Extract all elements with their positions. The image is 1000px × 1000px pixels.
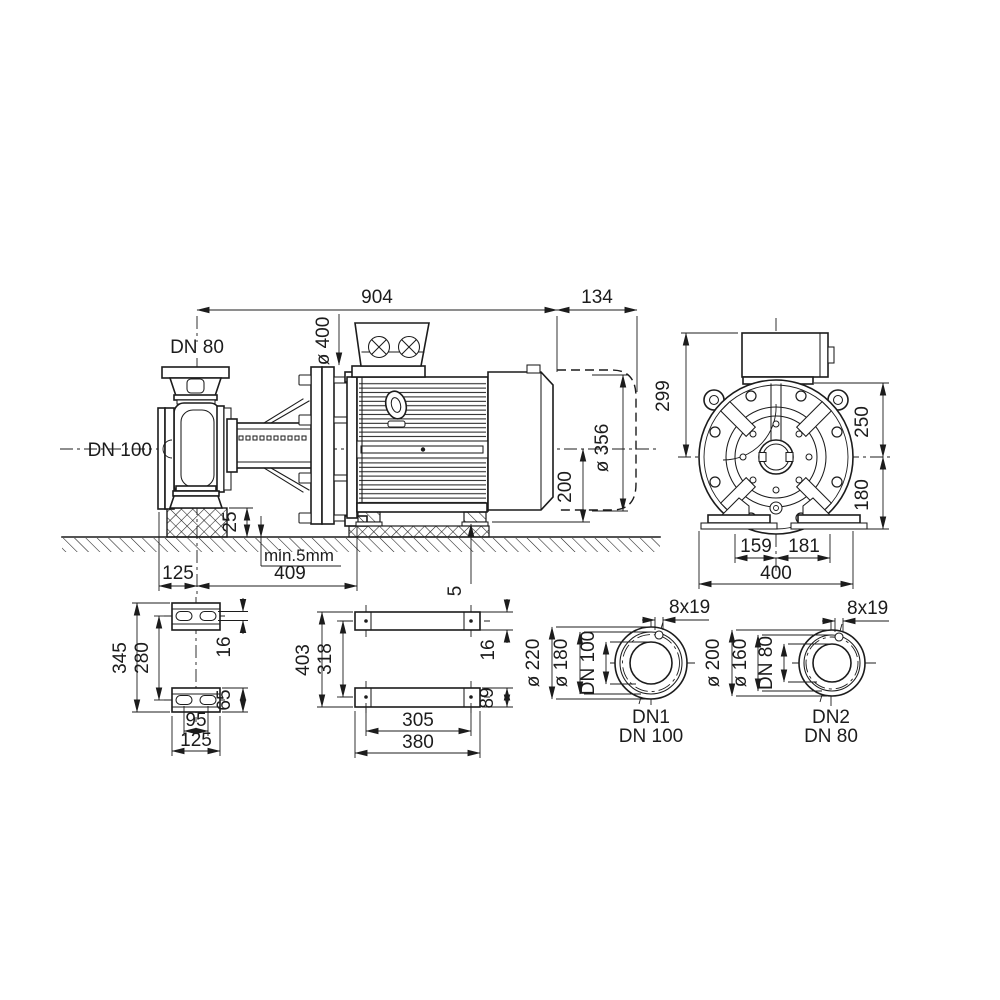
- dim-suction-offset: 125: [162, 563, 194, 584]
- dim-dn2-bolt-holes: 8x19: [847, 598, 889, 619]
- dim-dn1-bolt-holes: 8x19: [669, 597, 711, 618]
- terminal-box-side: [352, 323, 429, 377]
- dim-mf-height: 89: [477, 687, 498, 709]
- dim-fan-clearance: 134: [581, 287, 613, 308]
- dim-foot-span: 409: [274, 563, 306, 584]
- label-dn1-size: DN 100: [618, 726, 684, 747]
- dim-foot-right: 181: [788, 536, 820, 557]
- dim-pf-length: 345: [110, 642, 131, 674]
- dim-pf-hole-spacing: 95: [185, 710, 207, 731]
- dim-base-width: 400: [760, 563, 792, 584]
- dim-motor-diameter: ø 356: [592, 423, 613, 473]
- dim-top-height: 250: [852, 406, 873, 438]
- dim-pf-slot: 16: [214, 636, 235, 658]
- label-discharge-flange: DN 80: [170, 337, 224, 358]
- screw-icon: [369, 337, 390, 358]
- label-dn1-id: DN1: [631, 707, 671, 728]
- pump-pedestal: [167, 508, 227, 537]
- label-dn2-id: DN2: [811, 707, 851, 728]
- dim-dn1-nominal: DN 100: [578, 630, 599, 696]
- label-dn2-size: DN 80: [804, 726, 858, 747]
- shaft-end: [759, 440, 793, 474]
- motor-fins-bottom: [359, 459, 486, 509]
- dim-pf-width: 125: [180, 730, 212, 751]
- dim-dn2-outer: ø 200: [703, 638, 724, 688]
- dim-mf-length: 403: [293, 644, 314, 676]
- terminal-box-end: [742, 333, 834, 384]
- dim-foot-left: 159: [740, 536, 772, 557]
- dim-base-height: 180: [852, 479, 873, 511]
- label-suction-flange: DN 100: [87, 440, 152, 461]
- dim-pf-height: 65: [214, 689, 235, 711]
- motor-body: [357, 377, 488, 511]
- dim-flange-diameter: ø 400: [313, 316, 334, 366]
- dim-mf-slot: 16: [478, 639, 499, 661]
- dim-dn2-nominal: DN 80: [756, 636, 777, 690]
- dim-mf-hole-spacing: 305: [402, 710, 434, 731]
- note-grout: min.5mm: [264, 546, 334, 565]
- dim-dn2-bolt-circle: ø 160: [730, 638, 751, 688]
- dim-pf-pitch: 280: [132, 642, 153, 674]
- dim-dn1-outer: ø 220: [523, 638, 544, 688]
- dim-shaft-height: 200: [555, 471, 576, 503]
- dim-pedestal-height: 25: [220, 511, 241, 533]
- dim-box-height: 299: [653, 380, 674, 412]
- dn1-bolt-hole: [655, 631, 663, 639]
- dim-shim: 5: [445, 585, 466, 597]
- eye-collar: [388, 421, 405, 427]
- motor-fins-top: [359, 382, 486, 439]
- drain-plug-icon: [770, 502, 782, 514]
- dim-mf-pitch: 318: [315, 643, 336, 675]
- dim-mf-width: 380: [402, 732, 434, 753]
- screw-icon: [399, 337, 420, 358]
- ground-hatch: [62, 538, 660, 552]
- dn2-bolt-hole: [835, 633, 843, 641]
- fan-cover-lug: [527, 365, 540, 373]
- fan-cover: [488, 372, 553, 510]
- dim-length-total: 904: [361, 287, 393, 308]
- stay-rod-dot: [421, 447, 425, 451]
- pump-foot: [170, 496, 222, 508]
- dim-dn1-bolt-circle: ø 180: [551, 638, 572, 688]
